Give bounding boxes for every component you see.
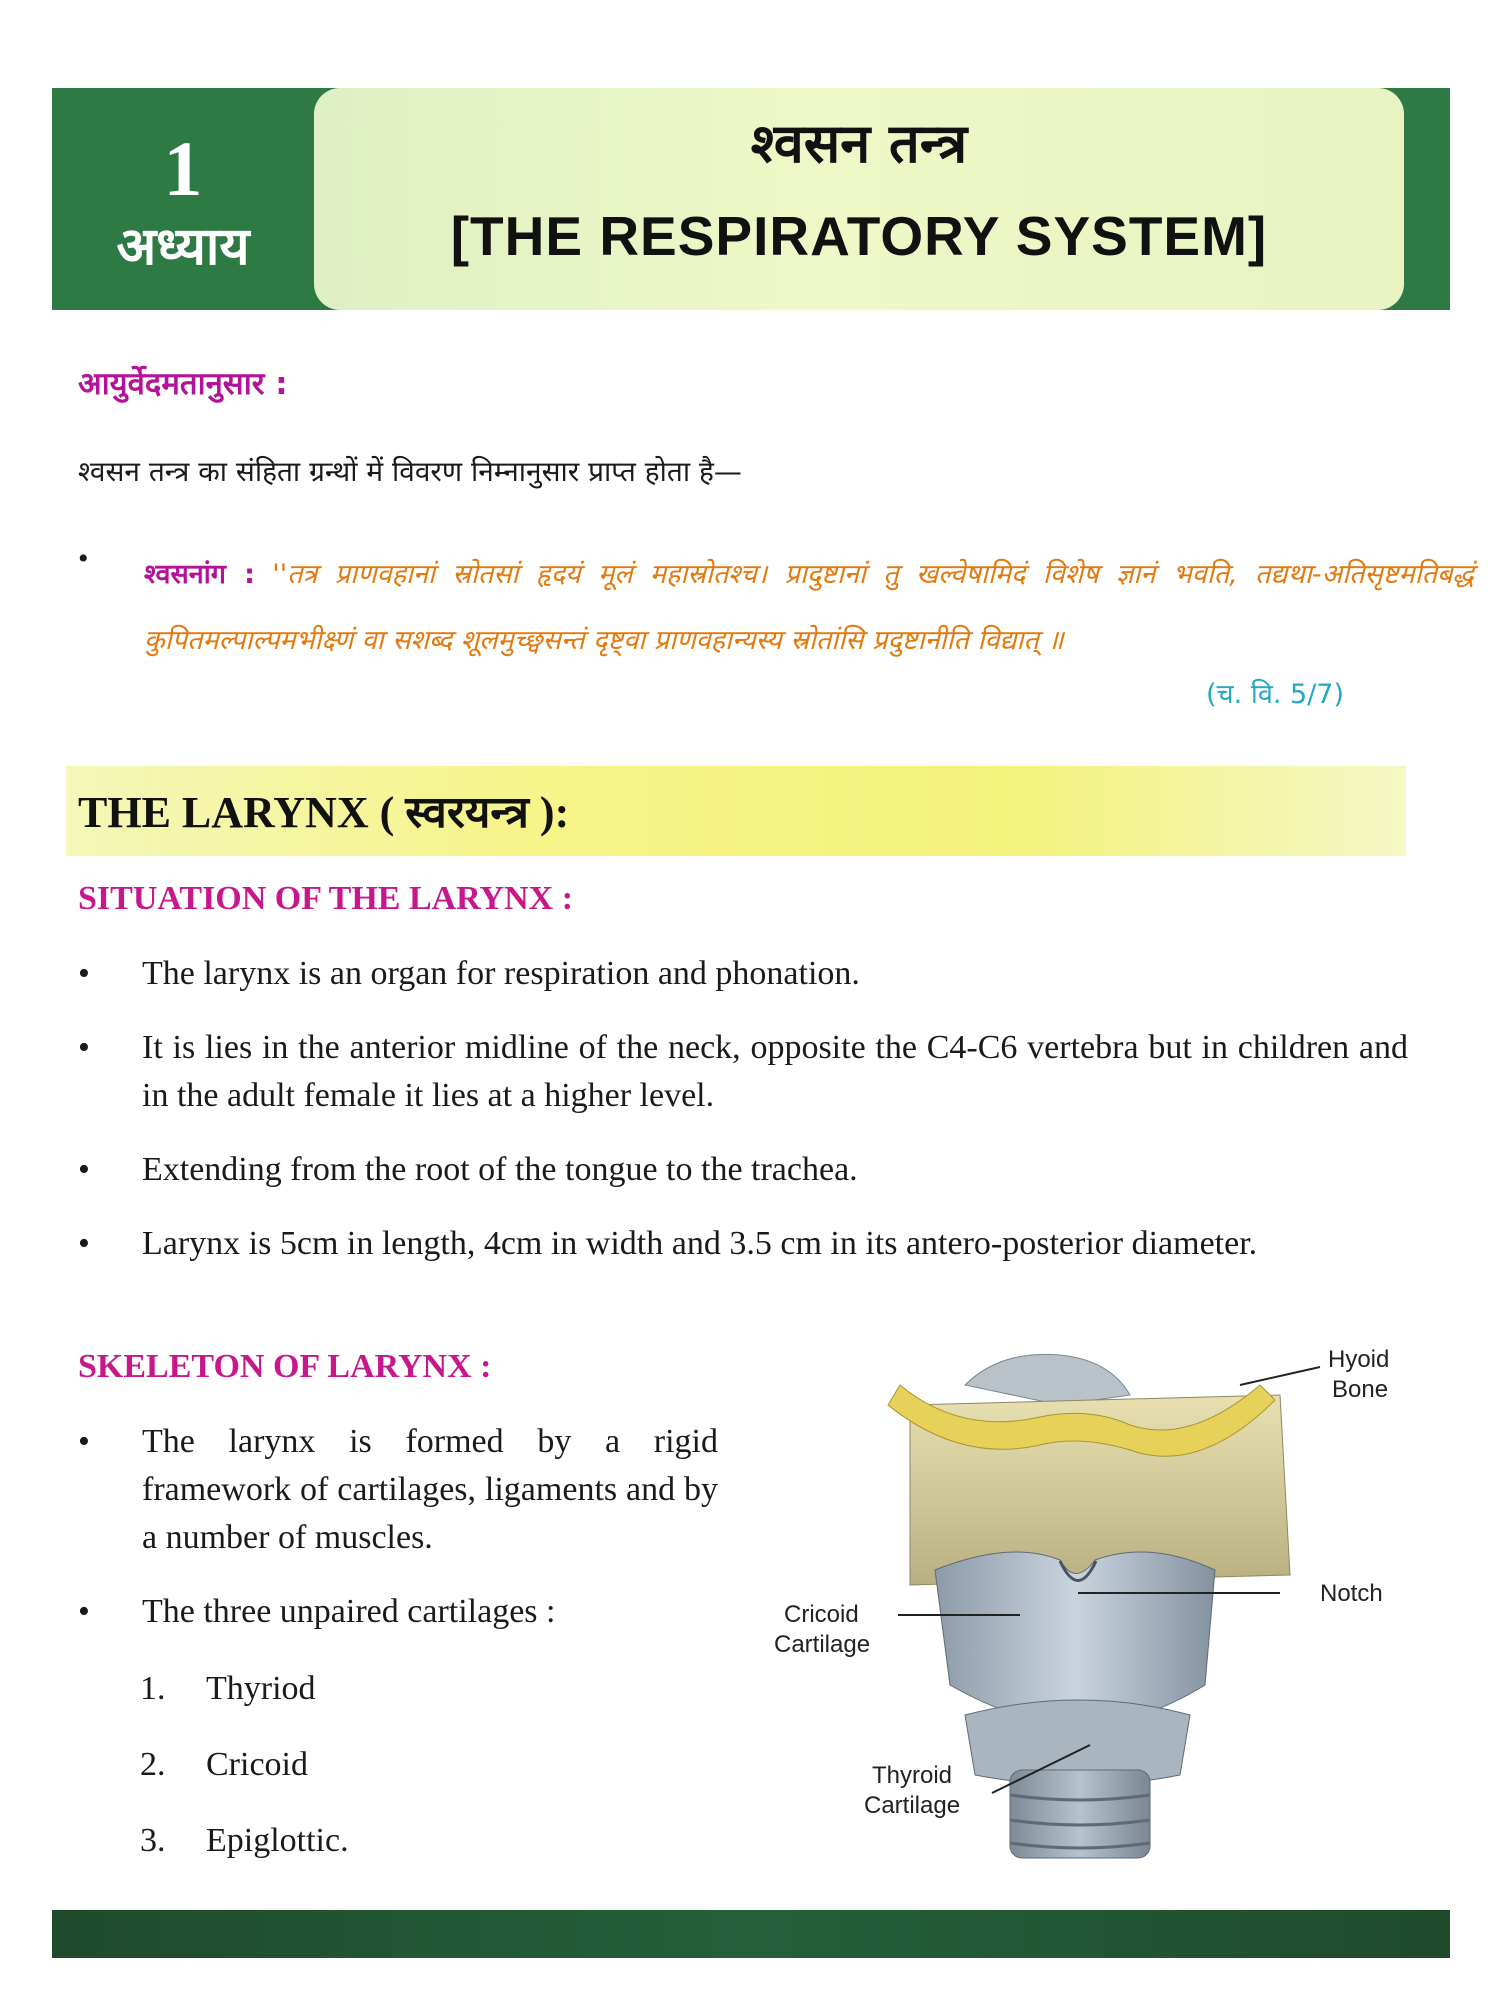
label-cricoid-1: Cricoid — [784, 1601, 859, 1628]
larynx-diagram — [760, 1325, 1450, 1865]
label-hyoid-2: Bone — [1332, 1376, 1389, 1403]
shloka-text — [144, 542, 1474, 674]
situation-list — [78, 950, 1408, 1294]
chapter-title-box — [314, 88, 1404, 310]
chapter-title-hindi: श्वसन तन्त्र — [750, 112, 968, 175]
list-item: • The larynx is formed by a rigid framework of cartilages, ligaments and by a number of muscles. — [78, 1418, 718, 1562]
item-name: Thyriod — [206, 1670, 316, 1707]
item-number: 3. — [140, 1822, 166, 1859]
epiglottis-shape — [965, 1354, 1130, 1405]
shloka-body: ''तत्र प्राणवहानां स्रोतसां हृदयं मूलं महास्रोतश्च। प्रादुष्टानां तु खल्वेषामिदं विशेष ज्ञानं भवति, तद्यथा-अतिसृष्टमतिबद्धं कुपितमल्पाल्पमभीक्ष्णं वा सशब्द शूलमुच्छ्वसन्तं दृष्ट्वा प्राणवहान्यस्य स्रोतांसि प्रदुष्टानीति विद्यात् ॥ — [144, 559, 1474, 656]
list-item — [140, 1817, 349, 1865]
chapter-title-english: [THE RESPIRATORY SYSTEM] — [450, 205, 1268, 267]
item-name: Epiglottic. — [206, 1822, 349, 1859]
larynx-heading: THE LARYNX ( स्वरयन्त्र ): — [78, 788, 570, 837]
chapter-word: अध्याय — [116, 217, 250, 277]
shloka-reference: (च. वि. 5/7) — [1206, 679, 1345, 710]
chapter-number: 1 — [163, 125, 203, 212]
list-item: • The three unpaired cartilages : — [78, 1588, 718, 1636]
list-item — [140, 1741, 349, 1789]
label-cricoid-2: Cartilage — [774, 1631, 871, 1658]
list-item: • Larynx is 5cm in length, 4cm in width and 3.5 cm in its antero-posterior diameter. — [78, 1220, 1408, 1268]
bullet: • — [78, 542, 89, 575]
ayurveda-heading: आयुर्वेदमतानुसार : — [78, 366, 288, 402]
skeleton-list — [78, 1418, 718, 1662]
label-thyroid-2: Cartilage — [864, 1792, 961, 1819]
list-item: • Extending from the root of the tongue to the trachea. — [78, 1146, 1408, 1194]
shloka-label: श्वसनांग : — [144, 559, 255, 590]
cartilage-list — [140, 1665, 349, 1893]
thyroid-cartilage-shape — [935, 1552, 1215, 1725]
list-item — [140, 1665, 349, 1713]
larynx-heading-band — [66, 766, 1406, 856]
skeleton-heading: SKELETON OF LARYNX : — [78, 1348, 492, 1385]
footer-bar — [52, 1910, 1450, 1958]
list-item: • It is lies in the anterior midline of the neck, opposite the C4-C6 vertebra but in children and in the adult female it lies at a higher level. — [78, 1024, 1408, 1120]
hyoid-leader — [1240, 1367, 1320, 1385]
larynx-illustration — [760, 1325, 1450, 1865]
chapter-header — [52, 88, 1450, 310]
list-item: • The larynx is an organ for respiration and phonation. — [78, 950, 1408, 998]
item-number: 1. — [140, 1670, 166, 1707]
ayurveda-intro: श्वसन तन्त्र का संहिता ग्रन्थों में विवरण निम्नानुसार प्राप्त होता है— — [78, 455, 742, 488]
situation-heading: SITUATION OF THE LARYNX : — [78, 880, 574, 917]
item-name: Cricoid — [206, 1746, 308, 1783]
label-notch: Notch — [1320, 1580, 1383, 1607]
item-number: 2. — [140, 1746, 166, 1783]
label-hyoid-1: Hyoid — [1328, 1346, 1390, 1373]
label-thyroid-1: Thyroid — [872, 1762, 953, 1789]
